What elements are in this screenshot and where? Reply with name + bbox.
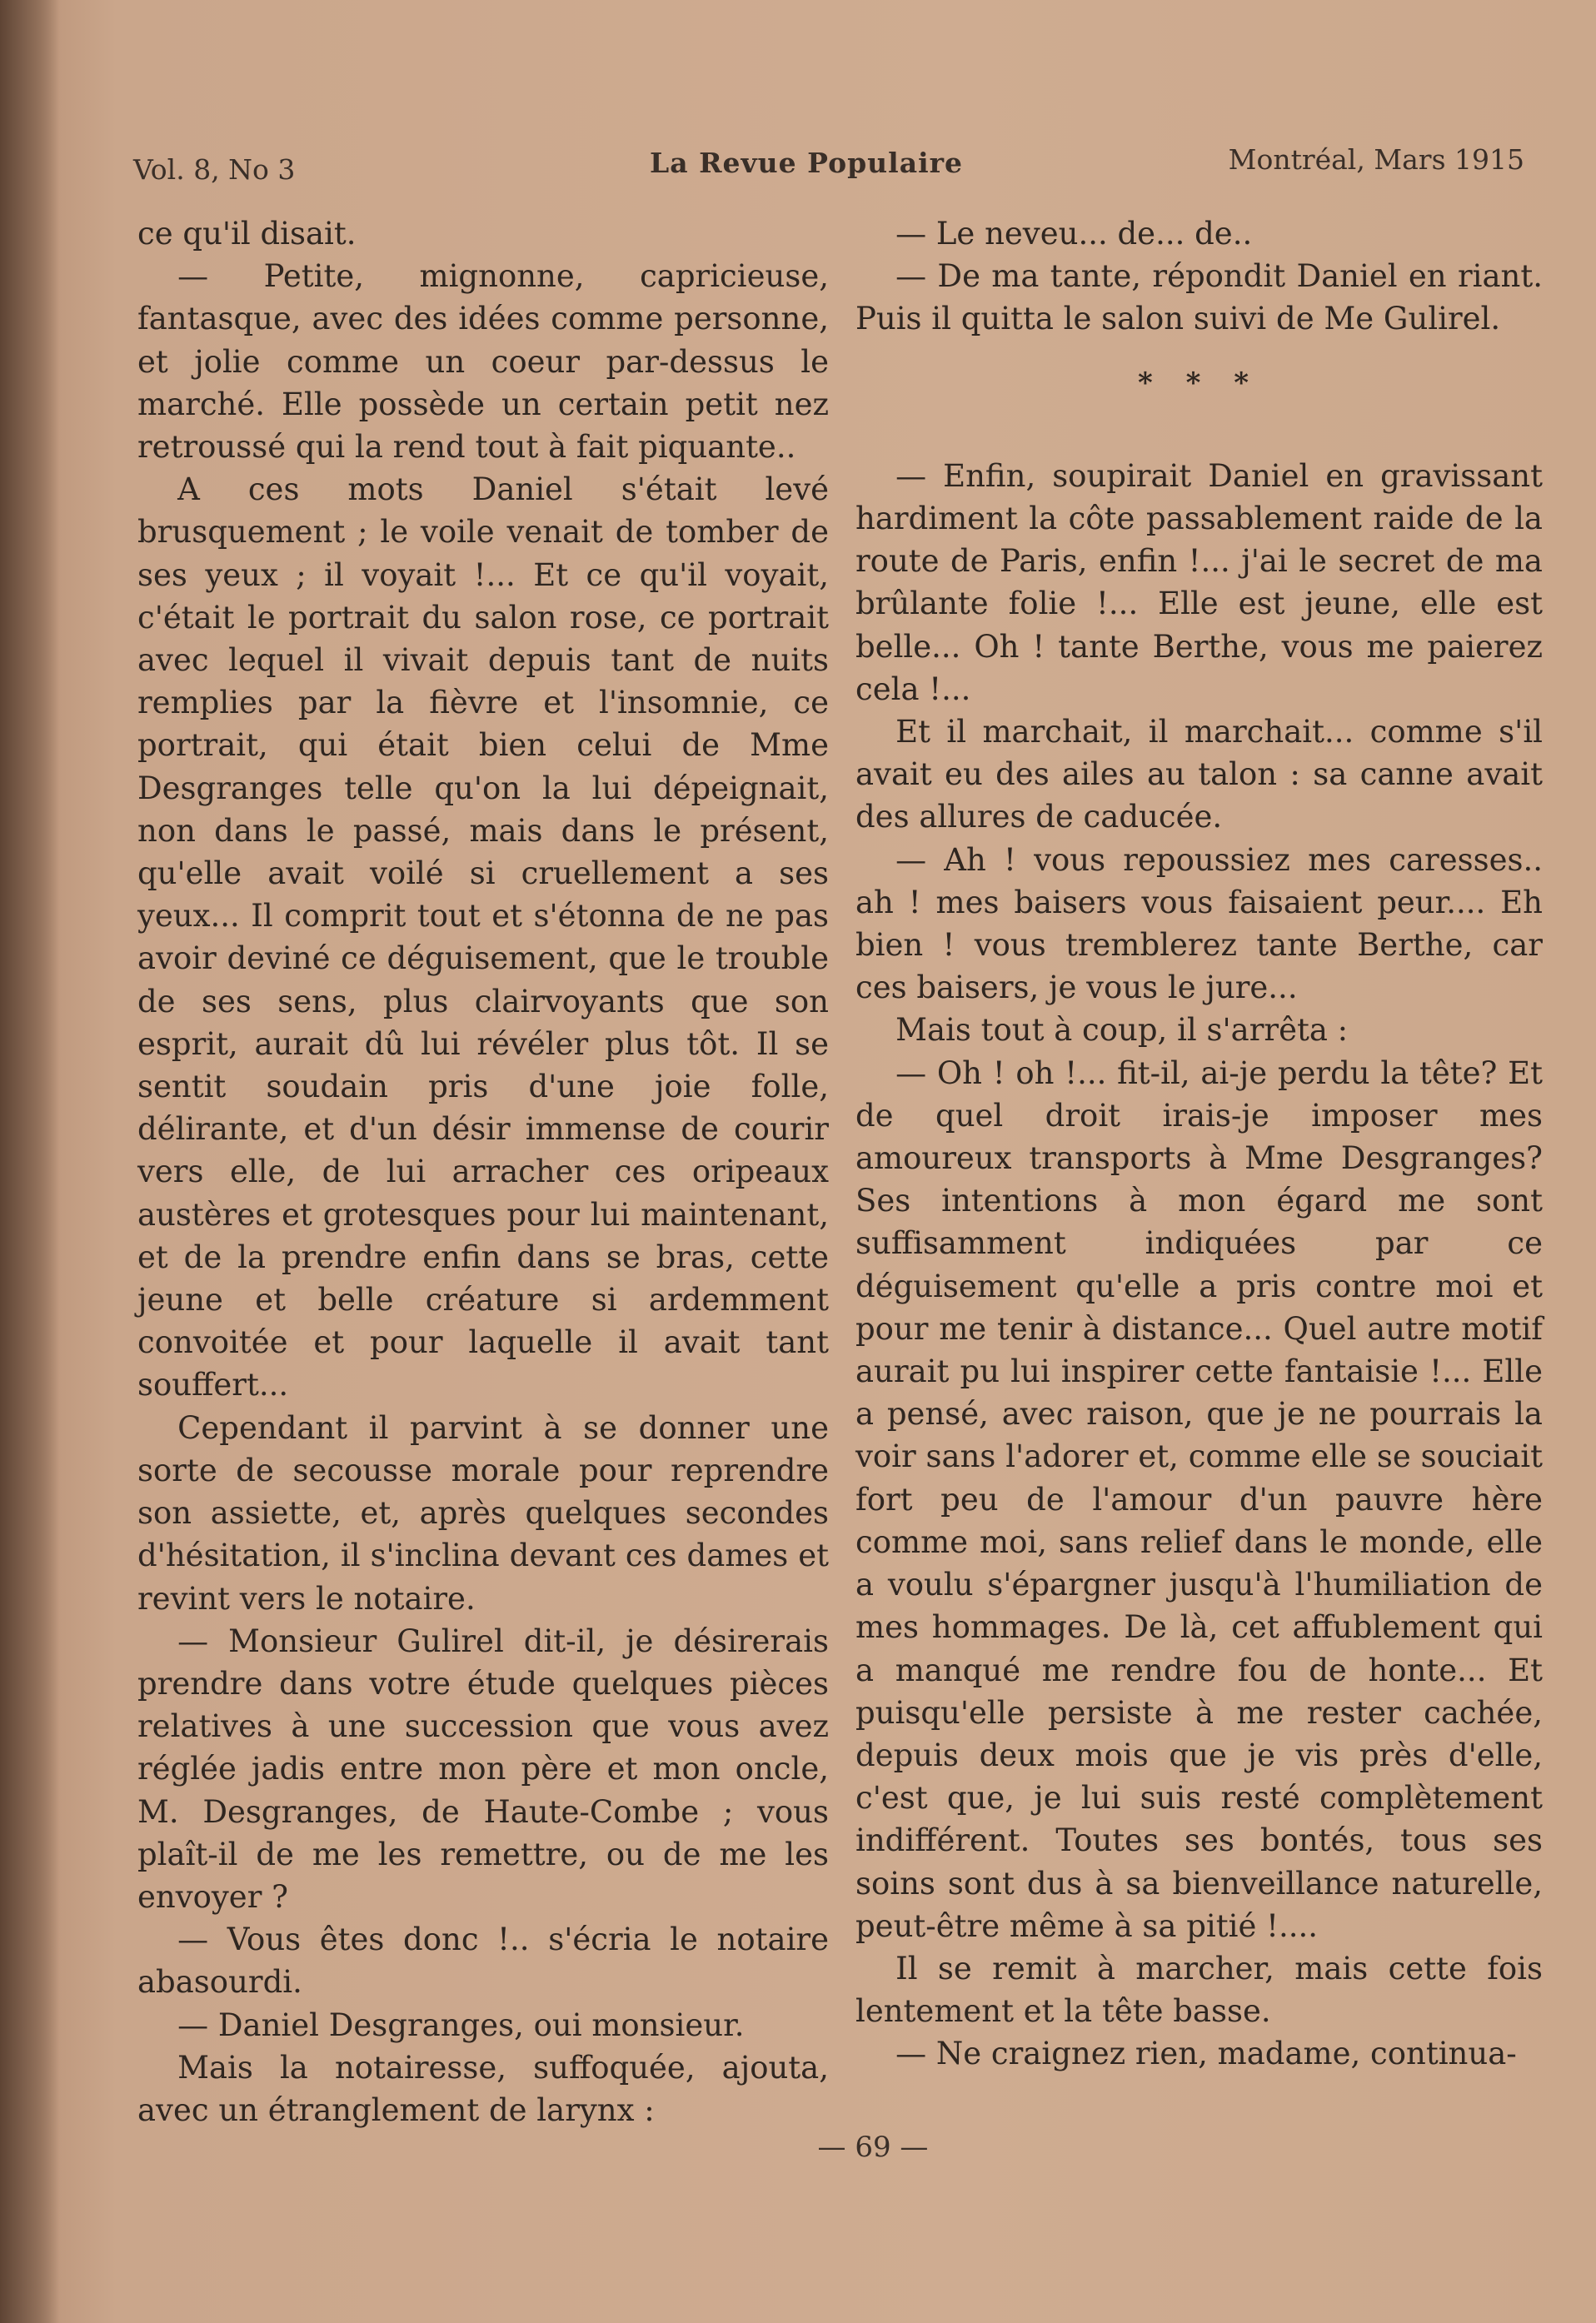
right-column bbox=[855, 212, 1543, 2076]
left-column bbox=[137, 212, 829, 2131]
paragraph: — Ne craignez rien, madame, continua- bbox=[895, 2036, 1517, 2072]
paragraph: — Daniel Desgranges, oui monsieur. bbox=[177, 2006, 745, 2043]
journal-title: La Revue Populaire bbox=[650, 147, 963, 179]
paragraph: Et il marchait, il marchait... comme s'il avait eu des ailes au talon : sa canne avait des allures de caducée. bbox=[855, 714, 1543, 835]
paragraph: — Ah ! vous repoussiez mes caresses.. ah ! mes baisers vous faisaient peur.... Eh bien ! vous tremblerez tante Berthe, car ces baisers, je vous le jure... bbox=[855, 841, 1543, 1006]
paragraph: — Vous êtes donc !.. s'écria le notaire abasourdi. bbox=[137, 1922, 829, 2001]
paragraph: — Le neveu... de... de.. bbox=[895, 216, 1253, 252]
paragraph: ce qu'il disait. bbox=[137, 216, 357, 252]
paragraph: Il se remit à marcher, mais cette fois lentement et la tête basse. bbox=[855, 1950, 1543, 2030]
paragraph: — Petite, mignonne, capricieuse, fantasque, avec des idées comme personne, et jolie comme un coeur par-dessus le marché. Elle possède un certain petit nez retroussé qui la rend tout à fait piquante.. bbox=[137, 258, 829, 466]
volume-number: Vol. 8, No 3 bbox=[133, 153, 296, 186]
paragraph: — Enfin, soupirait Daniel en gravissant hardiment la côte passablement raide de la route de Paris, enfin !... j'ai le secret de ma brûlante folie !... Elle est jeune, elle est belle... Oh ! tante Berthe, vous me paierez cela !... bbox=[855, 457, 1543, 707]
paragraph: Mais tout à coup, il s'arrêta : bbox=[895, 1012, 1349, 1049]
book-binding-shadow bbox=[0, 0, 60, 2323]
paragraph: Cependant il parvint à se donner une sorte de secousse morale pour reprendre son assiette, et, après quelques secondes d'hésitation, il s'inclina devant ces dames et revint vers le notaire. bbox=[137, 1409, 829, 1617]
running-header bbox=[133, 143, 1524, 193]
paragraph: — Oh ! oh !... fit-il, ai-je perdu la tête? Et de quel droit irais-je imposer mes amoureux transports à Mme Desgranges? Ses intentions à mon égard me sont suffisamment indiquées par ce déguisement qu'elle a pris contre moi et pour me tenir à distance... Quel autre motif aurait pu lui inspirer cette fantaisie !... Elle a pensé, avec raison, que je ne pourrais la voir sans l'adorer et, comme elle se souciait fort peu de l'amour d'un pauvre hère comme moi, sans relief dans le monde, elle a voulu s'épargner jusqu'à l'humiliation de mes hommages. De là, cet affublement qui a manqué me rendre fou de honte... Et puisqu'elle persiste à me rester cachée, depuis deux mois que je vis près d'elle, c'est que, je lui suis resté complètement indifférent. Toutes ses bontés, tous ses soins sont dus à sa bienveillance naturelle, peut-être même à sa pitié !.... bbox=[855, 1054, 1543, 1944]
issue-date: Montréal, Mars 1915 bbox=[1228, 143, 1524, 176]
paragraph: — De ma tante, répondit Daniel en riant. Puis il quitta le salon suivi de Me Gulirel. bbox=[855, 258, 1543, 337]
section-separator: * * * bbox=[1137, 366, 1260, 400]
paragraph: — Monsieur Gulirel dit-il, je désirerais prendre dans votre étude quelques pièces relatives à une succession que vous avez réglée jadis entre mon père et mon oncle, M. Desgranges, de Haute-Combe ; vous plaît-il de me les remettre, ou de me les envoyer ? bbox=[137, 1623, 829, 1915]
page-number: — 69 — bbox=[817, 2131, 929, 2164]
paragraph: A ces mots Daniel s'était levé brusquement ; le voile venait de tomber de ses yeux ; il voyait !... Et ce qu'il voyait, c'était le portrait du salon rose, ce portrait avec lequel il vivait depuis tant de nuits remplies par la fièvre et l'insomnie, ce portrait, qui était bien celui de Mme Desgranges telle qu'on la lui dépeignait, non dans le passé, mais dans le présent, qu'elle avait voilé si cruellement a ses yeux... Il comprit tout et s'étonna de ne pas avoir deviné ce déguisement, que le trouble de ses sens, plus clairvoyants que son esprit, aurait dû lui révéler plus tôt. Il se sentit soudain pris d'une joie folle, délirante, et d'un désir immense de courir vers elle, de lui arracher ces oripeaux austères et grotesques pour lui maintenant, et de la prendre enfin dans se bras, cette jeune et belle créature si ardemment convoitée et pour laquelle il avait tant souffert... bbox=[137, 471, 829, 1403]
paragraph: Mais la notairesse, suffoquée, ajouta, avec un étranglement de larynx : bbox=[137, 2049, 829, 2128]
